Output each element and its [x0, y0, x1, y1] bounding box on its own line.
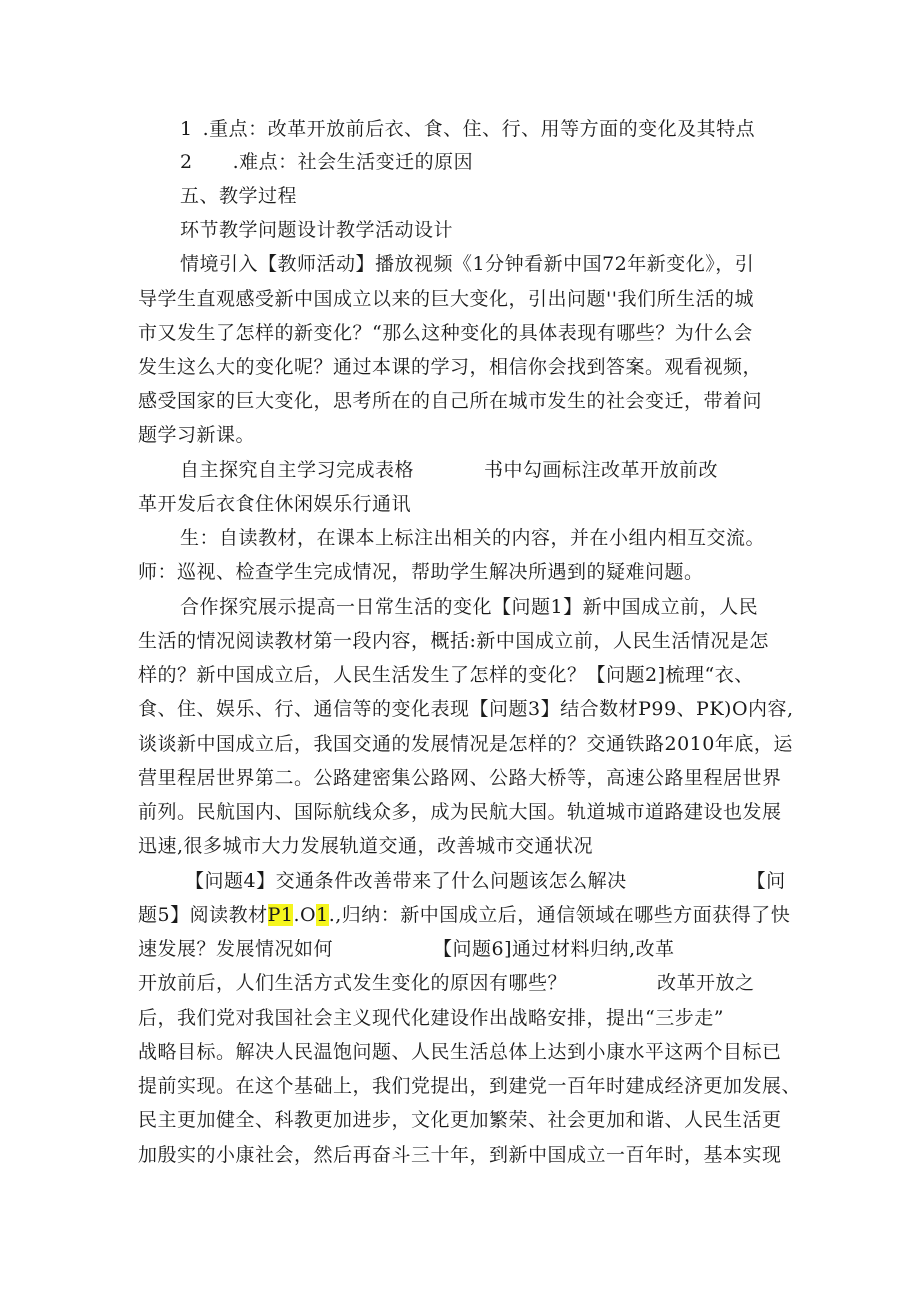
key-point-1: [180, 117, 755, 141]
question4-line-5: 后，我们党对我国社会主义现代化建设作出战略安排，提出“三步走”: [138, 1007, 724, 1029]
question6-start: 【问题6]通过材料归纳,改革: [433, 938, 675, 960]
intro-line-6: 题学习新课。: [138, 424, 256, 446]
coop-line-2: 生活的情况阅读教材第一段内容，概括:新中国成立前，人民生活情况是怎: [138, 630, 769, 652]
self-study-left: 自主探究自主学习完成表格: [180, 459, 415, 481]
teacher-line: 师：巡视、检查学生完成情况，帮助学生解决所遇到的疑难问题。: [138, 561, 704, 583]
question4-line-4: [138, 971, 755, 995]
intro-line-4: 发生这么大的变化呢？通过本课的学习，相信你会找到答案。观看视频，: [138, 356, 763, 378]
strategy-line-1: 战略目标。解决人民温饱问题、人民生活总体上达到小康水平这两个目标已: [138, 1041, 782, 1063]
key-point-2-text: .难点：社会生活变迁的原因: [232, 151, 474, 173]
page-ref-mid: .O: [293, 904, 317, 926]
strategy-line-3: 民主更加健全、科教更加进步，文化更加繁荣、社会更加和谐、人民生活更: [138, 1109, 782, 1131]
question5-start: 【问: [746, 870, 786, 892]
coop-line-6: 营里程居世界第二。公路建密集公路网、公路大桥等，高速公路里程居世界: [138, 767, 782, 789]
table-header: 环节教学问题设计教学活动设计: [180, 219, 454, 241]
intro-line-5: 感受国家的巨大变化，思考所在的自己所在城市发生的社会变迁，带着问: [138, 390, 763, 412]
coop-line-7: 前列。民航国内、国际航线众多，成为民航大国。轨道城市道路建设也发展: [138, 801, 782, 823]
coop-line-8: 迅速,很多城市大力发展轨道交通，改善城市交通状况: [138, 835, 594, 857]
key-point-1-text: .重点：改革开放前后衣、食、住、行、用等方面的变化及其特点: [202, 118, 756, 140]
question4-line-2: [138, 903, 790, 927]
student-line: 生：自读教材，在课本上标注出相关的内容，并在小组内相互交流。: [180, 527, 766, 549]
self-study-line-1: [180, 458, 718, 482]
intro-line-3: 市又发生了怎样的新变化？“那么这种变化的具体表现有哪些？为什么会: [138, 322, 753, 344]
highlight-page-ref-2: 1: [316, 904, 329, 926]
reform-start: 改革开放之: [657, 972, 755, 994]
strategy-line-2: 提前实现。在这个基础上，我们党提出，到建党一百年时建成经济更加发展、: [138, 1075, 802, 1097]
question5-end: 速发展？发展情况如何: [138, 938, 334, 960]
highlight-page-ref-1: P1: [267, 904, 294, 926]
question4-line-1: [185, 869, 786, 893]
self-study-right: 书中勾画标注改革开放前改: [484, 459, 719, 481]
question4-line-3: [138, 937, 675, 961]
question5-prefix: 题5】阅读教材: [138, 904, 268, 926]
section-heading: 五、教学过程: [180, 185, 298, 207]
question4-text: 【问题4】交通条件改善带来了什么问题该怎么解决: [185, 870, 627, 892]
question6-end: 开放前后，人们生活方式发生变化的原因有哪些？: [138, 972, 568, 994]
intro-line-1: 情境引入【教师活动】播放视频《1分钟看新中国72年新变化》，引: [180, 253, 755, 275]
coop-line-4: 食、住、娱乐、行、通信等的变化表现【问题3】结合数材P99、PK)O内容,: [138, 698, 794, 720]
key-point-1-number: 1: [180, 118, 193, 140]
coop-line-1: 合作探究展示提高一日常生活的变化【问题1】新中国成立前，人民: [180, 596, 759, 618]
self-study-line-2: 革开发后衣食住休闲娱乐行通讯: [138, 493, 412, 515]
coop-line-5: 谈谈新中国成立后，我国交通的发展情况是怎样的？交通铁路2010年底，运: [138, 733, 793, 755]
key-point-2-number: 2: [180, 151, 193, 173]
intro-line-2: 导学生直观感受新中国成立以来的巨大变化，引出问题''我们所生活的城: [138, 288, 754, 310]
question5-suffix: .,归纳：新中国成立后，通信领域在哪些方面获得了快: [328, 904, 791, 926]
strategy-line-4: 加殷实的小康社会，然后再奋斗三十年，到新中国成立一百年时，基本实现: [138, 1144, 782, 1166]
key-point-2: [180, 150, 473, 174]
coop-line-3: 样的？新中国成立后，人民生活发生了怎样的变化？【问题2]梳理“衣、: [138, 664, 754, 686]
